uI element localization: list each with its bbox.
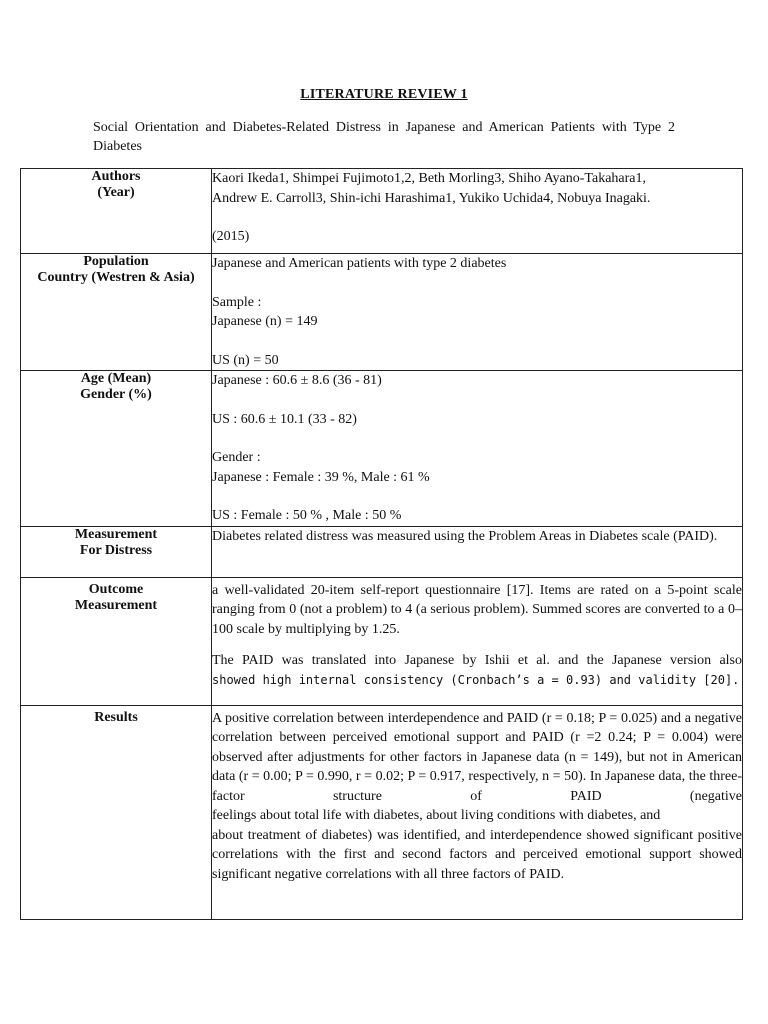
row-label-measurement: Measurement For Distress bbox=[21, 526, 212, 577]
table-row-age-gender bbox=[21, 371, 743, 527]
publication-year: (2015) bbox=[212, 229, 250, 244]
table-row-outcome bbox=[21, 577, 743, 705]
outcome-cell: a well-validated 20-item self-report questionnaire [17]. Items are rated on a 5-point scale ranging from 0 (not a problem) to 4 (a serious problem). Summed scores are converted to a 0–100 scale by multiplying by 1.25. The PAID was translated into Japanese by Ishii et al. and the Japanese version also showed high internal consistency (Cronbach’s a = 0.93) and validity [20]. bbox=[212, 577, 743, 705]
population-cell: Japanese and American patients with type 2 diabetes Sample : Japanese (n) = 149 US (n) = 50 bbox=[212, 254, 743, 371]
measurement-cell: Diabetes related distress was measured using the Problem Areas in Diabetes scale (PAID). bbox=[212, 526, 743, 577]
table-row-measurement bbox=[21, 526, 743, 577]
paper-title: Social Orientation and Diabetes-Related Distress in Japanese and American Patients with Type 2 Diabetes bbox=[93, 120, 675, 154]
authors-line-2: Andrew E. Carroll3, Shin-ichi Harashima1, Yukiko Uchida4, Nobuya Inagaki. bbox=[212, 190, 651, 206]
table-row-results bbox=[21, 705, 743, 919]
row-label-outcome: Outcome Measurement bbox=[21, 577, 212, 705]
row-label-results: Results bbox=[21, 705, 212, 919]
age-gender-cell: Japanese : 60.6 ± 8.6 (36 - 81) US : 60.6 ± 10.1 (33 - 82) Gender : Japanese : Female : 39 %, Male : 61 % US : Female : 50 % , Male : 50 % bbox=[212, 371, 743, 527]
table-row-authors bbox=[21, 169, 743, 254]
authors-cell bbox=[212, 169, 743, 254]
literature-review-table bbox=[20, 168, 743, 920]
results-cell: A positive correlation between interdependence and PAID (r = 0.18; P = 0.025) and a negative correlation between perceived emotional support and PAID (r =2 0.24; P = 0.004) were observed after adjustments for other factors in Japanese data (n = 149), but not in American data (r = 0.00; P = 0.990, r = 0.02; P = 0.917, respectively, n = 50). In Japanese data, the three-factor structure of PAID (negative feelings about total life with diabetes, about living conditions with diabetes, and about treatment of diabetes) was identified, and interdependence showed significant positive correlations with the first and second factors and perceived emotional support showed significant negative correlations with all three factors of PAID. bbox=[212, 705, 743, 919]
authors-line-1: Kaori Ikeda1, Shimpei Fujimoto1,2, Beth Morling3, Shiho Ayano-Takahara1, bbox=[212, 171, 647, 186]
row-label-age-gender: Age (Mean) Gender (%) bbox=[21, 371, 212, 527]
page-title: LITERATURE REVIEW 1 bbox=[300, 87, 468, 102]
row-label-population: Population Country (Westren & Asia) bbox=[21, 254, 212, 371]
table-row-population bbox=[21, 254, 743, 371]
row-label-authors: Authors (Year) bbox=[21, 169, 212, 254]
